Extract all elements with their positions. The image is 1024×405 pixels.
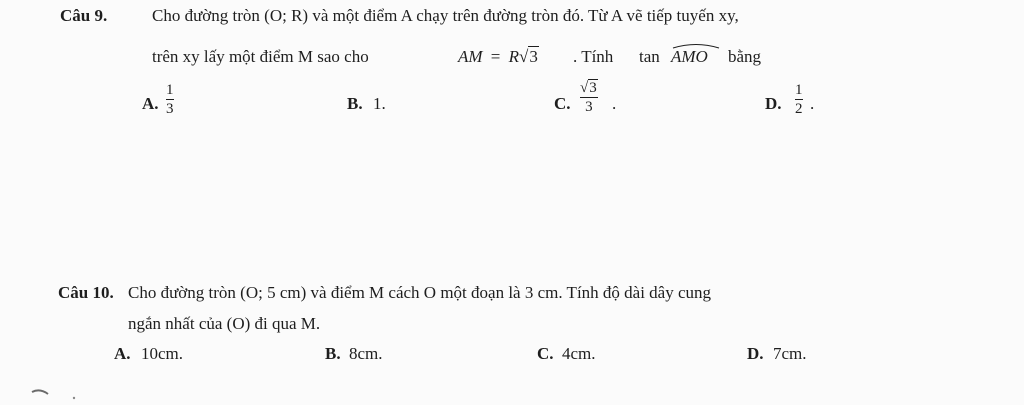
q10-option-d-label: D.	[747, 344, 764, 363]
question-9-line-2-suffix: bằng	[728, 47, 762, 66]
q10-option-c-label: C.	[537, 344, 554, 363]
question-10-line-2: ngắn nhất của (O) đi qua M.	[128, 314, 321, 333]
q10-option-c-value: 4cm.	[562, 344, 596, 363]
q9-option-c-dot: .	[612, 94, 617, 113]
q9-option-d-dot: .	[810, 94, 815, 113]
q9-option-c-radicand: 3	[589, 80, 597, 96]
angle-amo	[671, 47, 708, 67]
sqrt-icon: √	[580, 80, 589, 96]
q10-option-a-value: 10cm.	[141, 344, 184, 363]
q9-option-a-denominator: 3	[166, 101, 174, 117]
question-10-line-1: Cho đường tròn (O; 5 cm) và điểm M cách O một đoạn là 3 cm. Tính độ dài dây cung	[128, 283, 712, 302]
am-equals: =	[490, 47, 501, 66]
q10-option-b-value: 8cm.	[349, 344, 383, 363]
q10-option-b-label: B.	[325, 344, 341, 363]
question-9	[0, 0, 1024, 117]
q9-option-d-fraction	[795, 82, 803, 117]
pen-mark-icon	[30, 386, 80, 402]
question-10-number: Câu 10.	[58, 283, 114, 302]
q9-option-d-denominator: 2	[795, 101, 803, 117]
q9-option-b-label: B.	[347, 94, 363, 113]
q9-option-c-fraction	[580, 80, 598, 115]
am-three: 3	[529, 47, 538, 66]
q9-option-a-fraction	[166, 82, 174, 117]
q10-option-a-label: A.	[114, 344, 131, 363]
am-lhs: AM	[458, 47, 483, 66]
question-9-line-2-mid: . Tính	[573, 47, 614, 66]
question-9-line-1: Cho đường tròn (O; R) và một điểm A chạy trên đường tròn đó. Từ A vẽ tiếp tuyến xy,	[152, 6, 739, 25]
q9-option-a-numerator: 1	[166, 82, 174, 98]
am-r: R	[508, 47, 520, 66]
q9-option-d-label: D.	[765, 94, 782, 113]
fraction-bar	[580, 97, 598, 98]
question-9-line-2-prefix: trên xy lấy một điểm M sao cho	[152, 47, 369, 66]
q10-option-d-value: 7cm.	[773, 344, 807, 363]
tan-label: tan	[639, 47, 660, 66]
sqrt-icon: √	[519, 47, 529, 66]
fraction-bar	[166, 99, 174, 100]
q9-option-c-numerator	[580, 80, 598, 96]
q9-option-d-numerator: 1	[795, 82, 803, 98]
q9-option-c-denominator: 3	[585, 99, 593, 115]
angle-label: AMO	[671, 47, 708, 66]
arc-icon	[671, 41, 721, 49]
q9-option-a-label: A.	[142, 94, 159, 113]
q9-option-b-value: 1.	[373, 94, 386, 113]
am-equation	[458, 47, 539, 67]
question-9-number: Câu 9.	[60, 6, 108, 25]
fraction-bar	[795, 99, 803, 100]
q9-option-c-label: C.	[554, 94, 571, 113]
